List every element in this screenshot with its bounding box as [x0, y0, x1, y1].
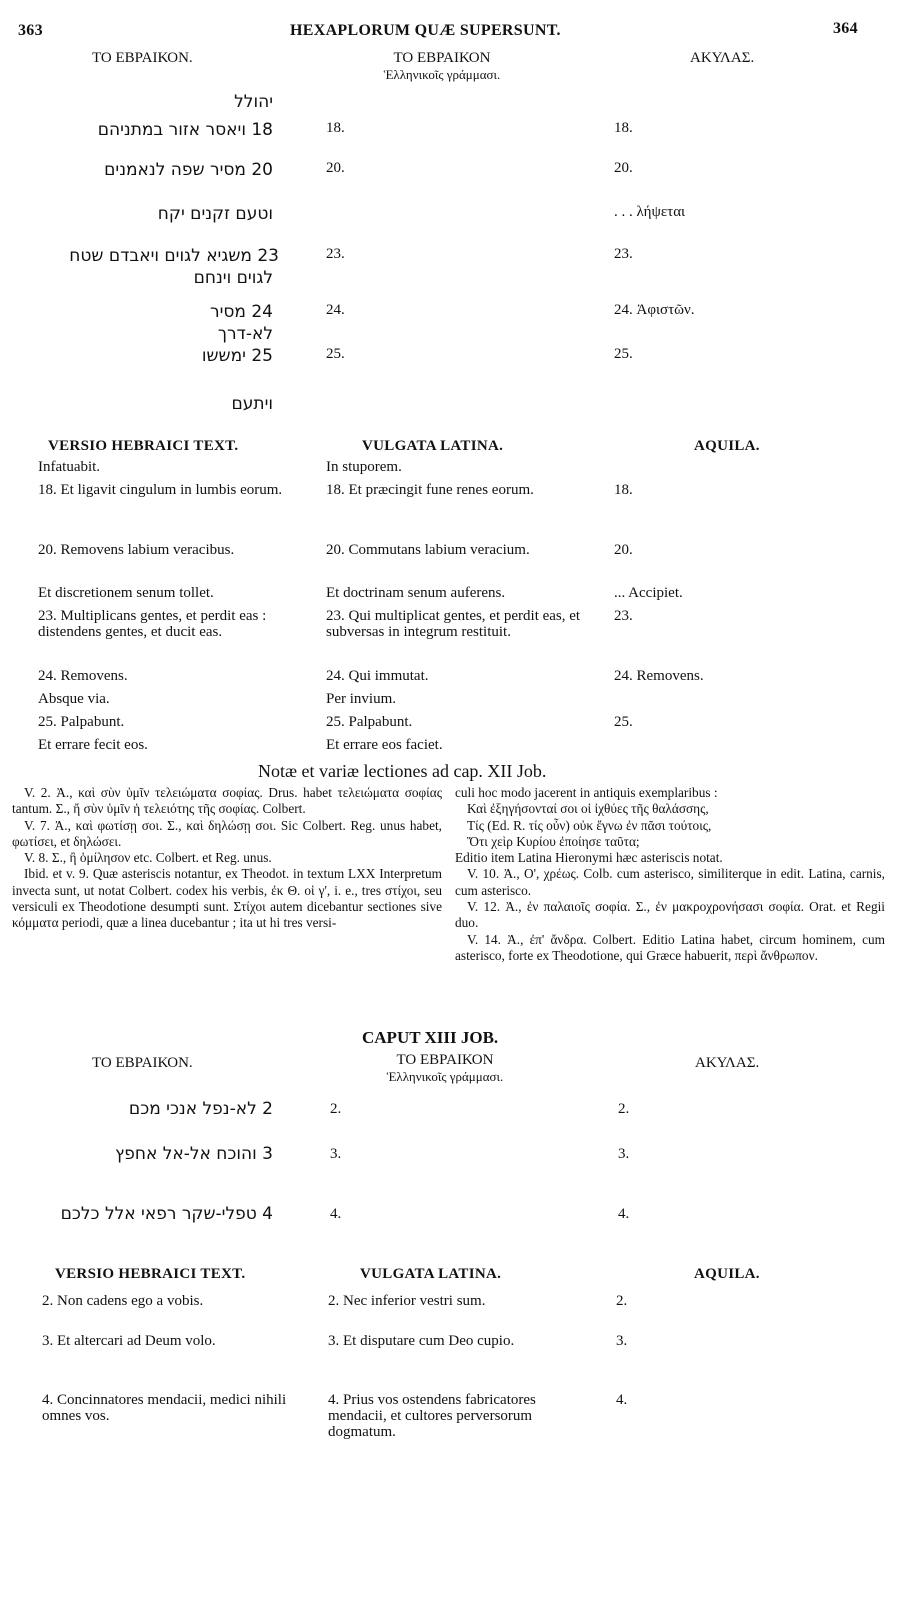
versio-line: Et discretionem senum tollet. — [38, 585, 214, 601]
aquila-line: 20. — [614, 542, 633, 558]
col-head-hebrew: ΤΟ ΕΒΡΑΙΚΟΝ. — [92, 50, 193, 66]
aquila-verse-number: 23. — [614, 246, 633, 262]
hebrew-line: לא-דרך — [217, 324, 273, 344]
versio-line: 4. Concinnatores mendacii, medici nihili omnes vos. — [42, 1392, 287, 1424]
translit-verse-number: 2. — [330, 1101, 342, 1117]
aquila-line: 3. — [616, 1333, 628, 1349]
versio-line: 2. Non cadens ego a vobis. — [42, 1293, 204, 1309]
translit-verse-number: 20. — [326, 160, 345, 176]
aquila-verse-number: 3. — [618, 1146, 630, 1162]
aquila-line: 2. — [616, 1293, 628, 1309]
aquila-line: 18. — [614, 482, 633, 498]
aquila-line: 24. Removens. — [614, 668, 704, 684]
vulgata-line: 18. Et præcingit fune renes eorum. — [326, 482, 534, 498]
vulgata-line: 4. Prius vos ostendens fabricatores mendacii, et cultores perversorum dogmatum. — [328, 1392, 536, 1440]
hebrew-line: יהולל — [234, 92, 273, 112]
versio-line: 23. Multiplicans gentes, et perdit eas : distendens gentes, et ducit eas. — [38, 608, 267, 640]
aquila-line: 25. — [614, 714, 633, 730]
hebrew-line: 18 ויאסר אזור במתניהם — [97, 120, 273, 140]
hebrew-line: לגוים וינחם — [193, 268, 273, 288]
translit-verse-number: 24. — [326, 302, 345, 318]
versio-line: 18. Et ligavit cingulum in lumbis eorum. — [38, 482, 283, 498]
page-number-left: 363 — [18, 22, 43, 39]
versio-line: 20. Removens labium veracibus. — [38, 542, 235, 558]
latin-head-versio: VERSIO HEBRAICI TEXT. — [48, 438, 239, 454]
vulgata-line: Per invium. — [326, 691, 396, 707]
hebrew-line: 3 והוכח אל-אל אחפץ — [115, 1144, 273, 1164]
versio-line: 3. Et altercari ad Deum volo. — [42, 1333, 216, 1349]
note-paragraph: V. 2. Ἀ., καὶ σὺν ὑμῖν τελειώματα σοφίας. Drus. habet τελειώματα σοφίας tantum. Σ., ἤ σὺν ὑμῖν ἡ τελειότης τῆς σοφίας. Colbert. — [12, 785, 442, 817]
chapter-title: CAPUT XIII JOB. — [362, 1028, 499, 1047]
col-head-translit — [372, 50, 512, 83]
hebrew-line: 20 מסיר שפה לנאמנים — [104, 160, 273, 180]
col-head-translit-sub: Ἑλληνικοῖς γράμμασι. — [386, 1069, 504, 1084]
note-verse-line: Ὅτι χεὶρ Κυρίου ἐποίησε ταῦτα; — [467, 833, 640, 849]
hebrew-line: 25 ימששו — [201, 346, 273, 366]
col-head-translit-title: ΤΟ ΕΒΡΑΙΚΟΝ — [393, 50, 491, 66]
latin-head-versio: VERSIO HEBRAICI TEXT. — [55, 1266, 246, 1282]
note-paragraph: V. 8. Σ., ἢ ὁμίλησον etc. Colbert. et Reg. unus. — [24, 850, 272, 866]
aquila-verse-number: 2. — [618, 1101, 630, 1117]
note-verse-line: Καὶ ἐξηγήσονταί σοι οἱ ἰχθύες τῆς θαλάσσης, — [467, 801, 709, 817]
translit-verse-number: 4. — [330, 1206, 342, 1222]
latin-head-aquila: AQUILA. — [694, 1266, 760, 1282]
col-head-hebrew: ΤΟ ΕΒΡΑΙΚΟΝ. — [92, 1055, 193, 1071]
col-head-translit — [375, 1052, 515, 1085]
note-paragraph: Ibid. et v. 9. Quæ asteriscis notantur, ex Theodot. in textum LXX Interpretum invecta sunt, ut notat Colbert. codex his verbis, ἐκ Θ. οἱ γ', i. e., tres στίχοι, seu versiculi ex Theodotione desumpti sunt. Στίχοι autem dicebantur sectiones sive κόμματα periodi, quæ a linea ducebantur ; ita ut hi tres versi- — [12, 866, 442, 931]
vulgata-line: 3. Et disputare cum Deo cupio. — [328, 1333, 515, 1349]
col-head-translit-sub: Ἑλληνικοῖς γράμμασι. — [383, 67, 501, 82]
note-paragraph: V. 10. Ἀ., Ο', χρέως. Colb. cum asterisco, similiterque in edit. Latina, carnis, cum asterisco. — [455, 866, 885, 898]
aquila-verse-number: 4. — [618, 1206, 630, 1222]
versio-line: 25. Palpabunt. — [38, 714, 125, 730]
aquila-reading: . . . λήψεται — [614, 204, 686, 220]
vulgata-line: Et errare eos faciet. — [326, 737, 443, 753]
aquila-reading: 24. Ἀφιστῶν. — [614, 302, 695, 318]
note-paragraph: Editio item Latina Hieronymi hæc asteriscis notat. — [455, 850, 723, 866]
vulgata-line: 2. Nec inferior vestri sum. — [328, 1293, 486, 1309]
versio-line: Et errare fecit eos. — [38, 737, 148, 753]
vulgata-line: 25. Palpabunt. — [326, 714, 413, 730]
aquila-verse-number: 20. — [614, 160, 633, 176]
translit-verse-number: 3. — [330, 1146, 342, 1162]
hebrew-line: 24 מסיר — [209, 302, 273, 322]
vulgata-line: In stuporem. — [326, 459, 402, 475]
hebrew-line: ויתעם — [231, 394, 273, 414]
aquila-verse-number: 18. — [614, 120, 633, 136]
note-paragraph: V. 14. Ἀ., ἐπ' ἄνδρα. Colbert. Editio Latina habet, circum hominem, cum asterisco, forte ex Theodotione, qui Græce habuerit, περὶ ἄνθρωπον. — [455, 931, 885, 963]
translit-verse-number: 25. — [326, 346, 345, 362]
versio-line: Absque via. — [38, 691, 110, 707]
col-head-translit-title: ΤΟ ΕΒΡΑΙΚΟΝ — [396, 1052, 494, 1068]
versio-line: 24. Removens. — [38, 668, 128, 684]
latin-head-aquila: AQUILA. — [694, 438, 760, 454]
translit-verse-number: 23. — [326, 246, 345, 262]
aquila-line: 23. — [614, 608, 633, 624]
versio-line: Infatuabit. — [38, 459, 101, 475]
aquila-line: 4. — [616, 1392, 628, 1408]
running-title: HEXAPLORUM QUÆ SUPERSUNT. — [290, 22, 561, 39]
hebrew-line: 4 טפלי-שקר רפאי אלל כלכם — [60, 1204, 273, 1224]
hebrew-line: 2 לא-נפל אנכי מכם — [128, 1099, 273, 1119]
aquila-line: ... Accipiet. — [614, 585, 683, 601]
note-paragraph: V. 7. Ἀ., καὶ φωτίσῃ σοι. Σ., καὶ δηλώσῃ σοι. Sic Colbert. Reg. unus habet, φωτίσει, et δηλώσει. — [12, 817, 442, 849]
col-head-aquila: ΑΚΥΛΑΣ. — [690, 50, 755, 66]
note-paragraph: culi hoc modo jacerent in antiquis exemplaribus : — [455, 785, 718, 800]
note-paragraph: V. 12. Ἀ., ἐν παλαιοῖς σοφία. Σ., ἐν μακροχρονήσασι σοφία. Orat. et Regii duo. — [455, 899, 885, 931]
notes-column-right — [455, 785, 885, 964]
vulgata-line: 24. Qui immutat. — [326, 668, 429, 684]
col-head-aquila: ΑΚΥΛΑΣ. — [695, 1055, 760, 1071]
hebrew-line: 23 משגיא לגוים ויאבדם שטח — [69, 246, 279, 266]
aquila-verse-number: 25. — [614, 346, 633, 362]
vulgata-line: 23. Qui multiplicat gentes, et perdit eas, et subversas in integrum restituit. — [326, 608, 581, 640]
note-verse-line: Τίς (Ed. R. τίς οὖν) οὐκ ἔγνω ἐν πᾶσι τούτοις, — [467, 817, 712, 833]
notes-column-left — [12, 785, 442, 932]
vulgata-line: 20. Commutans labium veracium. — [326, 542, 530, 558]
latin-head-vulgata: VULGATA LATINA. — [360, 1266, 502, 1282]
hebrew-line: וטעם זקנים יקח — [157, 204, 273, 224]
notes-title: Notæ et variæ lectiones ad cap. XII Job. — [258, 761, 547, 781]
vulgata-line: Et doctrinam senum auferens. — [326, 585, 506, 601]
latin-head-vulgata: VULGATA LATINA. — [362, 438, 504, 454]
translit-verse-number: 18. — [326, 120, 345, 136]
page-number-right: 364 — [833, 20, 858, 37]
